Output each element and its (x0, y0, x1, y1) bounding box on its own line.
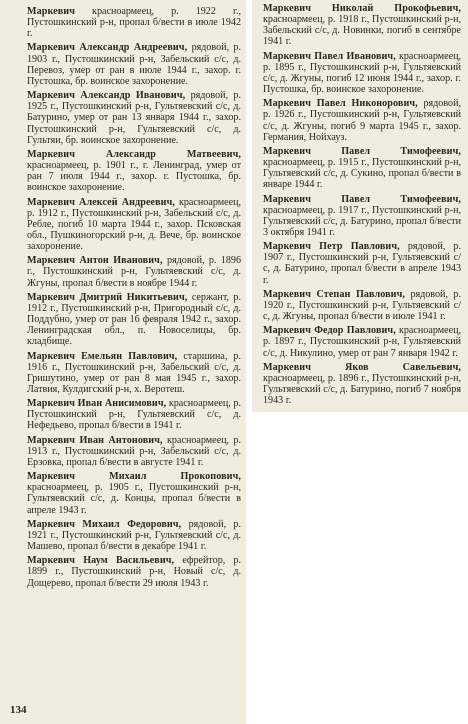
record-entry (27, 149, 241, 194)
record-entry (263, 241, 461, 286)
record-text: красноармеец, р. 1895 г., Пустошкинский р-н, Гультяевский с/с, д. Жгуны, погиб 12 июня 1944 г., захор. г. Пустошка, бр. воинское захоронение. (263, 50, 461, 96)
record-name: Маркевич Яков Савельевич, (263, 361, 461, 373)
record-entry (263, 362, 461, 407)
record-name: Маркевич (27, 6, 75, 17)
record-name: Маркевич Иван Анисимович, (27, 398, 167, 410)
record-name: Маркевич Степан Павлович, (263, 288, 405, 300)
record-name: Маркевич Наум Васильевич, (27, 555, 175, 567)
record-text: красноармеец, р. 1905 г., Пустошкинский р-н, Гультяевский с/с, д. Концы, пропал б/вести в апреле 1943 г. (27, 482, 241, 516)
record-text: рядовой, р. 1920 г., Пустошкинский р-н, Гультяевский с/с, д. Жгуны, пропал б/вести в июле 1941 г. (263, 288, 461, 323)
record-name: Маркевич Павел Тимофеевич, (263, 145, 461, 157)
record-text: рядовой, р. 1925 г., Пустошкинский р-н, Гультяевский с/с, д. Батурино, умер от ран 13 января 1944 г., захор. Пустошкинский р-н, Гультяевский с/с, д. Гультяи, бр. воинское захоронение. (27, 90, 241, 146)
record-name: Маркевич Антон Иванович, (27, 255, 163, 267)
record-entry (263, 146, 461, 191)
record-entry (263, 194, 461, 239)
record-entry (27, 398, 241, 431)
record-entry (27, 197, 241, 253)
right-column (263, 3, 461, 409)
page-number: 134 (10, 704, 27, 716)
record-name: Маркевич Дмитрий Никитьевич, (27, 291, 188, 303)
record-entry (263, 325, 461, 358)
record-entry (27, 519, 241, 552)
record-text: рядовой, р. 1903 г., Пустошкинский р-н, Забельский с/с, д. Перевоз, умер от ран в июле 1944 г., захор. г. Пустошка, бр. воинское захоронение. (27, 42, 242, 87)
record-text: рядовой, р. 1921 г., Пустошкинский р-н, Гультяевский с/с, д. Машево, пропал б/вести в декабре 1941 г. (27, 518, 241, 553)
record-text: красноармеец, р. 1896 г., Пустошкинский р-н, Гультяевский с/с, д. Батурино, погиб 7 ноября 1943 г. (263, 372, 461, 407)
record-name: Маркевич Александр Иванович, (27, 90, 186, 102)
record-text: красноармеец, р. 1915 г., Пустошкинский р-н, Гультяевский с/с, д. Сукино, пропал б/вести в январе 1944 г. (263, 157, 461, 191)
record-text: красноармеец, р. 1922 г., Пустошкинский р-н, пропал б/вести в июле 1942 г. (27, 6, 241, 40)
record-entry (27, 351, 241, 396)
record-name: Маркевич Федор Павлович, (263, 325, 396, 337)
record-name: Маркевич Николай Прокофьевич, (263, 3, 461, 14)
record-text: красноармеец, р. 1897 г., Пустошкинский р-н, Гультяевский с/с, д. Никулино, умер от ран 7 января 1942 г. (263, 325, 461, 359)
record-entry (27, 6, 241, 39)
record-text: старшина, р. 1916 г., Пустошкинский р-н, Забельский с/с, д. Гришутино, умер от ран 8 мая 1945 г., захор. Латвия, Кулдигский р-н, х. Веротеш. (27, 350, 241, 395)
record-text: рядовой, р. 1896 г., Пустошкинский р-н, Гультяевский с/с, д. Жгуны, пропал б/вести в ноябре 1944 г. (27, 255, 241, 289)
record-entry (263, 98, 461, 143)
record-text: сержант, р. 1912 г., Пустошкинский р-н, Пригородный с/с, д. Поддубно, умер от ран 16 февраля 1942 г., захор. Ленинградская обл., п. Новоселицы, бр. кладбище. (27, 291, 241, 348)
record-name: Маркевич Михаил Прокопович, (27, 471, 241, 483)
record-name: Маркевич Емельян Павлович, (27, 350, 178, 362)
record-name: Маркевич Павел Иванович, (263, 50, 396, 62)
record-name: Маркевич Алексей Андреевич, (27, 196, 175, 208)
record-entry (27, 292, 241, 348)
record-name: Маркевич Павел Никонорович, (263, 98, 418, 110)
record-text: ефрейтор, р. 1899 г., Пустошкинский р-н, Новый с/с, д. Дощерево, пропал б/вести 29 июля 1943 г. (27, 555, 242, 589)
record-text: красноармеец, р. 1917 г., Пустошкинский р-н, Гультяевский с/с, д. Батурино, пропал б/вести 3 октября 1941 г. (263, 204, 461, 238)
record-name: Маркевич Иван Антонович, (27, 434, 163, 446)
record-entry (27, 471, 241, 516)
record-name: Маркевич Михаил Федорович, (27, 518, 182, 530)
record-entry (27, 255, 241, 288)
record-entry (27, 435, 241, 468)
record-entry (27, 42, 241, 87)
record-text: красноармеец, р. 1901 г., г. Ленинград, умер от ран 7 июля 1944 г., захор. г. Пустошка, бр. воинское захоронение. (27, 160, 241, 194)
record-entry (263, 289, 461, 322)
record-entry (27, 90, 241, 146)
record-text: рядовой, р. 1926 г., Пустошкинский р-н, Гультяевский с/с, д. Жгуны, погиб 9 марта 1945 г., захор. Германия, Нойхауз. (263, 98, 461, 143)
left-column (27, 6, 241, 592)
record-name: Маркевич Александр Андреевич, (27, 42, 188, 54)
record-text: красноармеец, р. 1918 г., Пустошкинский р-н, Забельский с/с, д. Новинки, погиб в сентябре 1941 г. (263, 14, 461, 48)
record-text: красноармеец, р. 1912 г., Пустошкинский р-н, Забельский с/с, д. Ребле, погиб 10 марта 1944 г., захор. Псковская обл., Пушкиногорский р-н, д. Вече, бр. воинское захоронение. (27, 196, 241, 253)
record-entry (263, 3, 461, 48)
record-text: красноармеец, р. Пустошкинский р-н, Гультяевский с/с, д. Нефедьево, пропал б/вести в 1941 г. (27, 398, 241, 432)
record-name: Маркевич Александр Матвеевич, (27, 148, 241, 160)
record-entry (263, 51, 461, 96)
record-name: Маркевич Петр Павлович, (263, 241, 400, 253)
record-text: красноармеец, р. 1913 г., Пустошкинский р-н, Забельский с/с, д. Ерзовка, пропал б/вести в августе 1941 г. (27, 434, 242, 468)
record-name: Маркевич Павел Тимофеевич, (263, 193, 461, 205)
record-entry (27, 555, 241, 588)
record-text: рядовой, р. 1907 г., Пустошкинский р-н, Гультяевский с/с, д. Батурино, пропал б/вести в апреле 1943 г. (263, 241, 461, 286)
